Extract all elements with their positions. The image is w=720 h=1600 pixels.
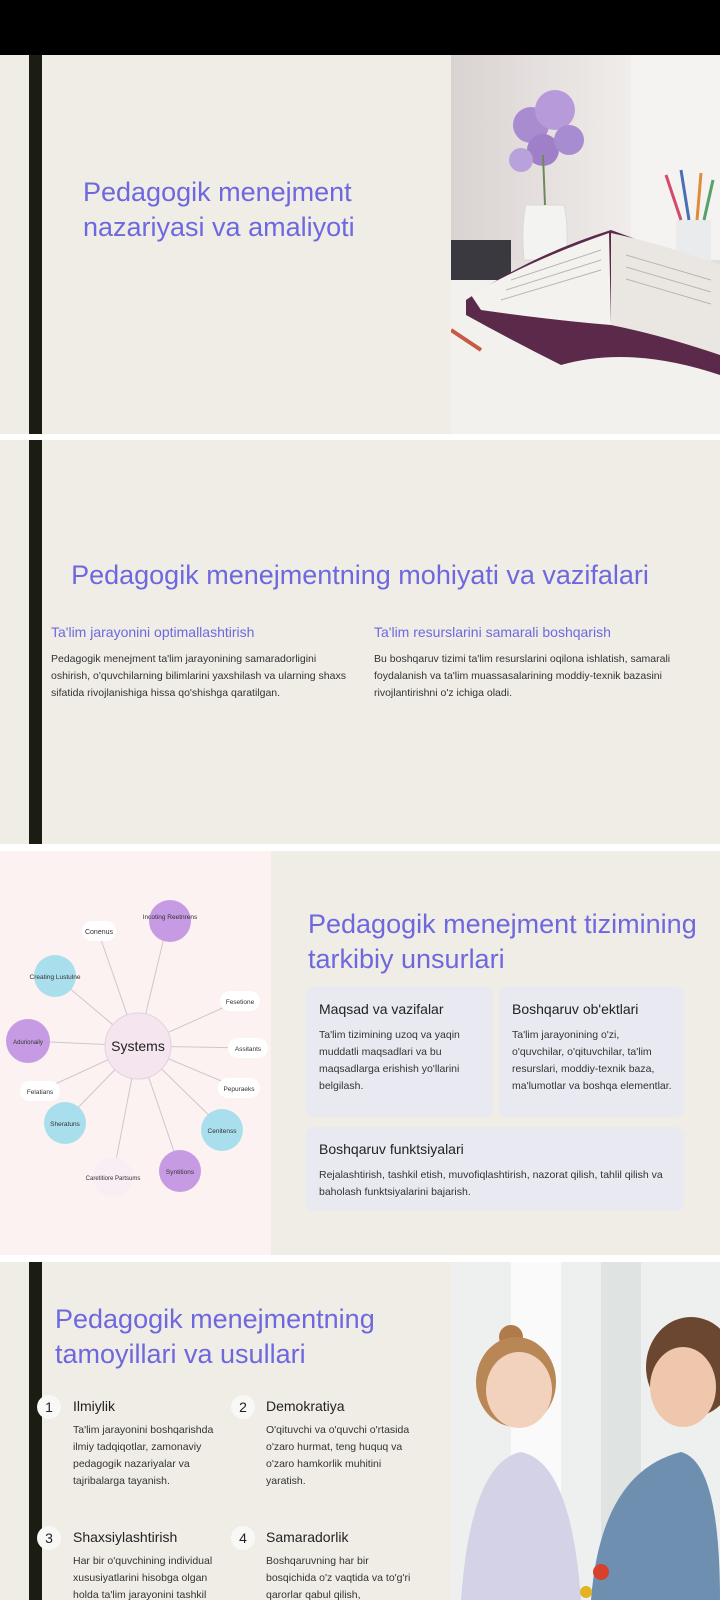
slide-2 — [0, 440, 720, 844]
slide-title: Pedagogik menejmentning mohiyati va vazifalari — [71, 560, 649, 590]
diagram-node: Syntitions — [165, 1169, 195, 1176]
column-text: Pedagogik menejment ta'lim jarayonining samaradorligini oshirish, o'quvchilarning bilimlarini yaxshilash va ularning shaxs sifatida rivojlanishiga hissa qo'shishga qaratilgan. — [51, 653, 346, 699]
diagram-node — [143, 914, 198, 921]
diagram-center-label: Systems — [111, 1038, 165, 1054]
accent-bar — [29, 1262, 42, 1600]
principle-heading: Demokratiya — [266, 1398, 345, 1414]
diagram-node: Pepuraeks — [223, 1086, 255, 1093]
info-card — [499, 987, 684, 1117]
accent-bar — [29, 55, 42, 434]
slide-4 — [0, 1262, 720, 1600]
card-text: Rejalashtirish, tashkil etish, muvofiqlashtirish, nazorat qilish, tahlil qilish va baholash funktsiyalarini bajarish. — [319, 1169, 663, 1198]
info-card — [306, 987, 493, 1117]
card-text: Ta'lim tizimining uzoq va yaqin muddatli maqsadlari va bu maqsadlarga erishish yo'llarini belgilash. — [319, 1029, 460, 1092]
diagram-node: Assitants — [234, 1046, 262, 1053]
book-photo — [451, 55, 720, 434]
card-text: Ta'lim jarayonining o'zi, o'quvchilar, o'qituvchilar, ta'lim resurslari, moddiy-texnik baza, ma'lumotlar va boshqa elementlar. — [512, 1029, 672, 1092]
principle-text: O'qituvchi va o'quvchi o'rtasida o'zaro hurmat, teng huquq va o'zaro hamkorlik muhitini yaratish. — [266, 1424, 410, 1487]
status-bar — [0, 0, 720, 55]
diagram-node: Creating Lustulne — [29, 974, 81, 981]
diagram-node: Cenitenss — [207, 1128, 237, 1135]
principle-text: Boshqaruvning har bir bosqichida o'z vaqtida va to'g'ri qarorlar qabul qilish, — [266, 1555, 411, 1600]
accent-bar — [29, 440, 42, 844]
teacher-child-photo — [451, 1262, 720, 1600]
principle-number: 4 — [231, 1526, 255, 1550]
principle-heading: Shaxsiylashtirish — [73, 1529, 178, 1545]
principle-number: 1 — [37, 1395, 61, 1419]
column-heading: Ta'lim jarayonini optimallashtirish — [51, 624, 255, 640]
principle-text: Har bir o'quvchining individual xususiyatlarini hisobga olgan holda ta'lim jarayonini tashkil — [73, 1555, 213, 1600]
principle-heading: Ilmiylik — [73, 1398, 115, 1414]
diagram-node: Fesetione — [225, 999, 255, 1006]
diagram-node: Caretitiore Partsums — [85, 1176, 141, 1182]
slide-3 — [0, 851, 720, 1255]
card-heading: Boshqaruv ob'ektlari — [512, 1001, 639, 1017]
card-heading: Boshqaruv funktsiyalari — [319, 1141, 464, 1157]
diagram-node: Felatians — [26, 1089, 54, 1096]
diagram-node: Adurionaily — [13, 1040, 43, 1046]
principle-number: 3 — [37, 1526, 61, 1550]
card-heading: Maqsad va vazifalar — [319, 1001, 444, 1017]
column-text: Bu boshqaruv tizimi ta'lim resurslarini oqilona ishlatish, samarali foydalanish va ta'lim muassasalarining moddiy-texnik bazasini rivojlantirishni o'z ichiga oladi. — [374, 653, 671, 699]
slide-title: Pedagogik menejment nazariyasi va amaliyoti — [83, 177, 355, 242]
diagram-node: Conenus — [84, 929, 114, 936]
diagram-node-line: Incoting Reetnrens — [142, 914, 198, 921]
principle-text: Ta'lim jarayonini boshqarishda ilmiy tadqiqotlar, zamonaviy pedagogik nazariyalar va tajribalarga tayanish. — [73, 1424, 214, 1487]
slide-1 — [0, 55, 720, 434]
systems-diagram — [0, 851, 271, 1255]
diagram-node: Sheratuns — [50, 1121, 80, 1128]
slide-title: Pedagogik menejment tizimining tarkibiy unsurlari — [308, 909, 697, 974]
slide-title: Pedagogik menejmentning tamoyillari va usullari — [55, 1304, 375, 1369]
principle-number: 2 — [231, 1395, 255, 1419]
principle-heading: Samaradorlik — [266, 1529, 349, 1545]
column-heading: Ta'lim resurslarini samarali boshqarish — [374, 624, 611, 640]
info-card — [306, 1127, 684, 1211]
